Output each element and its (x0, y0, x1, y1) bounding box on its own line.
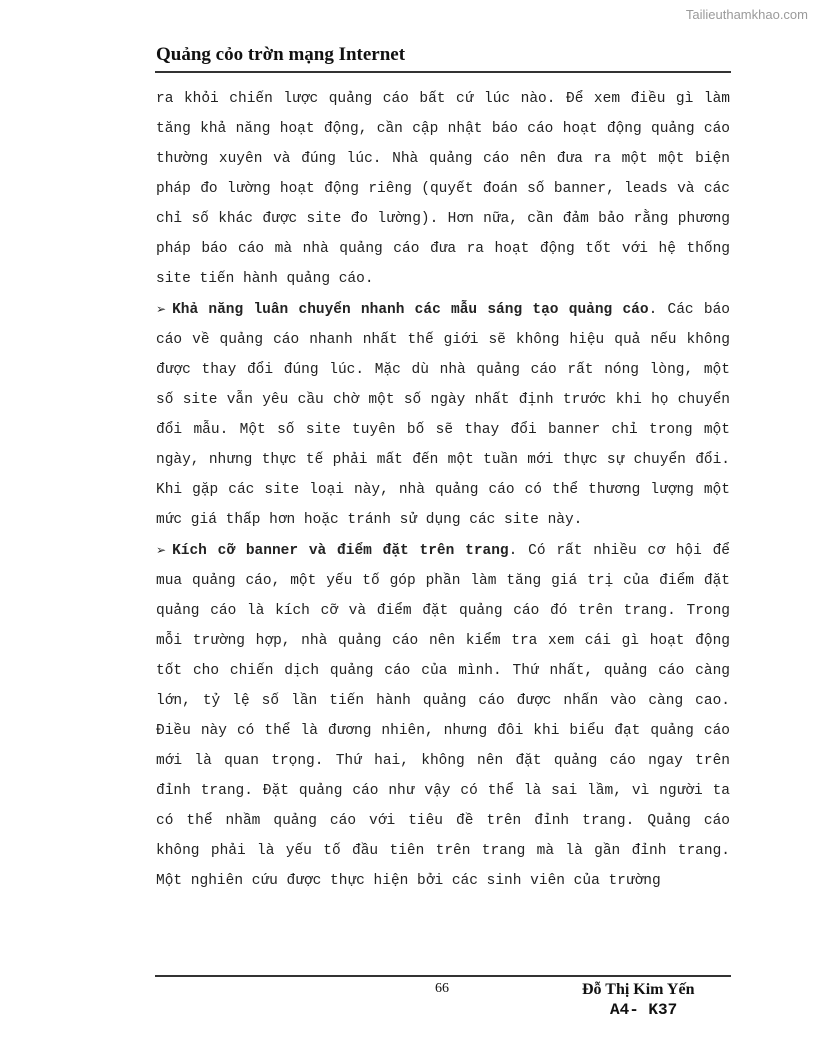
header-divider (155, 71, 731, 73)
arrow-bullet-icon: ➢ (156, 302, 167, 316)
paragraph-text: . Có rất nhiều cơ hội để mua quảng cáo, một yếu tố góp phần làm tăng giá trị của điểm đặt quảng cáo là kích cỡ và điểm đặt quảng cáo đó trên trang. Trong mỗi trường hợp, nhà quảng cáo nên kiểm tra xem cái gì hoạt động tốt cho chiến dịch quảng cáo của mình. Thứ nhất, quảng cáo càng lớn, tỷ lệ số lần tiến hành quảng cáo được nhấn vào càng cao. Điều này có thể là đương nhiên, nhưng đôi khi biểu đạt quảng cáo mới là quan trọng. Thứ hai, không nên đặt quảng cáo ngay trên đỉnh trang. Đặt quảng cáo như vậy có thể là sai lầm, vì người ta có thể nhầm quảng cáo với tiêu đề trên đỉnh trang. Quảng cáo không phải là yếu tố đầu tiên trên trang mà là gần đỉnh trang. Một nghiên cứu được thực hiện bởi các sinh viên của trường (156, 543, 731, 889)
paragraph-lead: Kích cỡ banner và điểm đặt trên trang (172, 543, 509, 559)
arrow-bullet-icon: ➢ (156, 543, 167, 557)
page-number: 66 (435, 981, 449, 996)
paragraph-text: ra khỏi chiến lược quảng cáo bất cứ lúc nào. Để xem điều gì làm tăng khả năng hoạt động, cần cập nhật báo cáo hoạt động quảng cáo thường xuyên và đúng lúc. Nhà quảng cáo nên đưa ra một một biện pháp đo lường hoạt động riêng (quyết đoán số banner, leads và các chỉ số khác được site đo lường). Hơn nữa, cần đảm bảo rằng phương pháp báo cáo mà nhà quảng cáo đưa ra hoạt động tốt với hệ thống site tiến hành quảng cáo. (156, 91, 730, 287)
page-header-title: Quảng cỏo trờn mạng Internet (156, 44, 406, 65)
paragraph-3 (156, 535, 730, 896)
author-name: Đỗ Thị Kim Yến (582, 981, 695, 998)
document-body (156, 84, 730, 896)
site-watermark: Tailieuthamkhao.com (685, 7, 808, 22)
paragraph-2 (156, 294, 730, 535)
paragraph-1 (156, 84, 730, 294)
paragraph-text: . Các báo cáo về quảng cáo nhanh nhất thế giới sẽ không hiệu quả nếu không được thay đổi đúng lúc. Mặc dù nhà quảng cáo rất nóng lòng, một số site vẫn yêu cầu chờ một số ngày nhất định trước khi họ chuyển đổi mẫu. Một số site tuyên bố sẽ thay đổi banner chỉ trong một ngày, nhưng thực tế phải mất đến một tuần mới thực sự chuyển đổi. Khi gặp các site loại này, nhà quảng cáo có thể thương lượng một mức giá thấp hơn hoặc tránh sử dụng các site này. (156, 302, 730, 528)
author-class: A4- K37 (610, 1001, 678, 1019)
paragraph-lead: Khả năng luân chuyển nhanh các mẫu sáng tạo quảng cáo (172, 302, 649, 318)
footer-divider (155, 975, 731, 977)
